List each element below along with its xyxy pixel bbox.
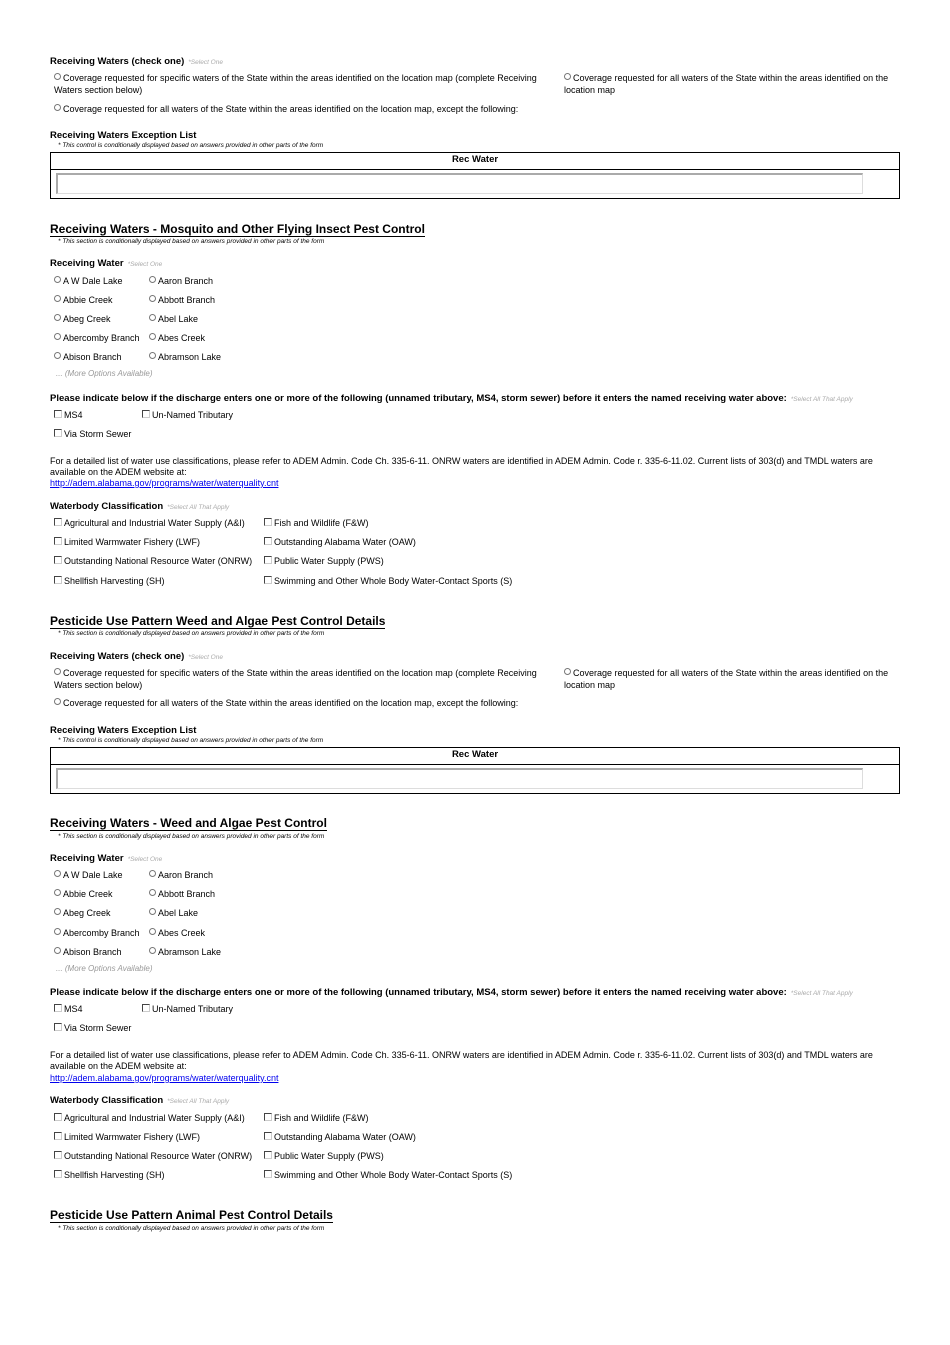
- rec-water-header: Rec Water: [51, 153, 899, 170]
- conditional-note: * This section is conditionally displayed based on answers provided in other parts of the form: [58, 238, 325, 245]
- coverage-option-specific[interactable]: Coverage requested for specific waters of the State within the areas identified on the location map (complete Receiving Waters section below): [54, 73, 537, 95]
- classification-option[interactable]: Outstanding Alabama Water (OAW): [264, 1131, 416, 1143]
- coverage-option-all[interactable]: Coverage requested for all waters of the State within the areas identified on the location map: [564, 73, 889, 95]
- radio-icon[interactable]: [54, 333, 61, 340]
- section-title-animal-details: Pesticide Use Pattern Animal Pest Control Details: [50, 1208, 333, 1222]
- radio-icon[interactable]: [54, 104, 61, 111]
- radio-icon[interactable]: [54, 276, 61, 283]
- receiving-water-question: Receiving Water *Select One: [50, 853, 163, 864]
- radio-icon[interactable]: [149, 870, 156, 877]
- checkbox-icon[interactable]: [142, 1004, 150, 1012]
- radio-icon[interactable]: [54, 314, 61, 321]
- discharge-question: Please indicate below if the discharge enters one or more of the following (unnamed tributary, MS4, storm sewer) before it enters the named receiving water above: *Select All That Apply: [50, 987, 853, 998]
- receiving-water-option[interactable]: Abel Lake: [149, 313, 198, 325]
- select-one-hint: *Select One: [188, 59, 223, 66]
- classification-option[interactable]: Fish and Wildlife (F&W): [264, 1112, 369, 1124]
- checkbox-icon[interactable]: [54, 576, 62, 584]
- coverage-question-2: Receiving Waters (check one) *Select One: [50, 651, 223, 662]
- checkbox-icon[interactable]: [54, 518, 62, 526]
- radio-icon[interactable]: [54, 870, 61, 877]
- classification-option[interactable]: Fish and Wildlife (F&W): [264, 517, 369, 529]
- conditional-note: * This section is conditionally displayed based on answers provided in other parts of the form: [58, 630, 325, 637]
- radio-icon[interactable]: [149, 314, 156, 321]
- rec-water-input[interactable]: [56, 173, 863, 194]
- radio-icon[interactable]: [149, 928, 156, 935]
- radio-icon[interactable]: [54, 947, 61, 954]
- classification-option[interactable]: Swimming and Other Whole Body Water-Contact Sports (S): [264, 575, 512, 587]
- checkbox-icon[interactable]: [264, 1132, 272, 1140]
- classification-option[interactable]: Outstanding Alabama Water (OAW): [264, 536, 416, 548]
- coverage-question-1: [50, 56, 223, 67]
- radio-icon[interactable]: [54, 73, 61, 80]
- classification-option[interactable]: Shellfish Harvesting (SH): [54, 575, 165, 587]
- radio-icon[interactable]: [564, 73, 571, 80]
- receiving-water-option[interactable]: Abeg Creek: [54, 313, 111, 325]
- radio-icon[interactable]: [54, 698, 61, 705]
- classification-option[interactable]: Limited Warmwater Fishery (LWF): [54, 536, 200, 548]
- checkbox-icon[interactable]: [54, 429, 62, 437]
- receiving-water-option[interactable]: A W Dale Lake: [54, 275, 123, 287]
- checkbox-icon[interactable]: [54, 1023, 62, 1031]
- exception-table: [50, 152, 900, 199]
- radio-icon[interactable]: [149, 947, 156, 954]
- checkbox-icon[interactable]: [264, 518, 272, 526]
- radio-icon[interactable]: [564, 668, 571, 675]
- info-paragraph: For a detailed list of water use classifications, please refer to ADEM Admin. Code Ch. 335-6-11. ONRW waters are identified in ADEM Admin. Code r. 335-6-11.02. Current lists of 303(d) and TMDL waters are available on the ADEM website at:: [50, 1050, 873, 1071]
- checkbox-icon[interactable]: [54, 1170, 62, 1178]
- receiving-water-option[interactable]: Abison Branch: [54, 946, 122, 958]
- receiving-water-option[interactable]: A W Dale Lake: [54, 869, 123, 881]
- discharge-option-ms4[interactable]: MS4: [54, 1003, 83, 1015]
- radio-icon[interactable]: [54, 889, 61, 896]
- classification-option[interactable]: Public Water Supply (PWS): [264, 1150, 384, 1162]
- receiving-water-option[interactable]: Abel Lake: [149, 907, 198, 919]
- receiving-water-option[interactable]: Abramson Lake: [149, 946, 221, 958]
- adem-link[interactable]: http://adem.alabama.gov/programs/water/waterquality.cnt: [50, 1073, 279, 1083]
- classification-option[interactable]: Agricultural and Industrial Water Supply (A&I): [54, 517, 245, 529]
- receiving-water-option[interactable]: Abramson Lake: [149, 351, 221, 363]
- conditional-note: * This control is conditionally displayed based on answers provided in other parts of the form: [58, 142, 324, 149]
- classification-question: Waterbody Classification *Select All That Apply: [50, 1095, 230, 1106]
- coverage-label: Receiving Waters (check one): [50, 56, 185, 67]
- receiving-water-option[interactable]: Aaron Branch: [149, 275, 213, 287]
- checkbox-icon[interactable]: [54, 1132, 62, 1140]
- radio-icon[interactable]: [54, 295, 61, 302]
- radio-icon[interactable]: [149, 295, 156, 302]
- receiving-water-option[interactable]: Abbott Branch: [149, 294, 215, 306]
- checkbox-icon[interactable]: [54, 410, 62, 418]
- classification-option[interactable]: Agricultural and Industrial Water Supply (A&I): [54, 1112, 245, 1124]
- receiving-water-option[interactable]: Abbie Creek: [54, 294, 113, 306]
- radio-icon[interactable]: [149, 333, 156, 340]
- receiving-water-option[interactable]: Abes Creek: [149, 927, 205, 939]
- exception-list-label: Receiving Waters Exception List: [50, 725, 197, 736]
- discharge-option-storm-sewer[interactable]: Via Storm Sewer: [54, 1022, 131, 1034]
- classification-question: Waterbody Classification *Select All That Apply: [50, 501, 230, 512]
- section-title-weed: Receiving Waters - Weed and Algae Pest Control: [50, 816, 327, 830]
- more-options-link[interactable]: ... (More Options Available): [56, 964, 153, 973]
- classification-option[interactable]: Outstanding National Resource Water (ONRW): [54, 555, 252, 567]
- section-title-weed-details: Pesticide Use Pattern Weed and Algae Pest Control Details: [50, 614, 386, 628]
- classification-option[interactable]: Swimming and Other Whole Body Water-Contact Sports (S): [264, 1169, 512, 1181]
- radio-icon[interactable]: [149, 276, 156, 283]
- receiving-water-option[interactable]: Aaron Branch: [149, 869, 213, 881]
- info-paragraph: For a detailed list of water use classifications, please refer to ADEM Admin. Code Ch. 335-6-11. ONRW waters are identified in ADEM Admin. Code r. 335-6-11.02. Current lists of 303(d) and TMDL waters are available on the ADEM website at:: [50, 456, 873, 477]
- receiving-water-question: Receiving Water *Select One: [50, 258, 163, 269]
- coverage-option-except[interactable]: Coverage requested for all waters of the State within the areas identified on the location map, except the following:: [54, 697, 814, 709]
- receiving-water-option[interactable]: Abbie Creek: [54, 888, 113, 900]
- checkbox-icon[interactable]: [264, 576, 272, 584]
- receiving-water-option[interactable]: Abison Branch: [54, 351, 122, 363]
- radio-icon[interactable]: [54, 928, 61, 935]
- rec-water-header: Rec Water: [51, 748, 899, 765]
- radio-icon[interactable]: [149, 889, 156, 896]
- checkbox-icon[interactable]: [142, 410, 150, 418]
- radio-icon[interactable]: [149, 908, 156, 915]
- checkbox-icon[interactable]: [264, 1113, 272, 1121]
- receiving-water-option[interactable]: Abes Creek: [149, 332, 205, 344]
- receiving-water-option[interactable]: Abercomby Branch: [54, 927, 140, 939]
- receiving-water-option[interactable]: Abbott Branch: [149, 888, 215, 900]
- checkbox-icon[interactable]: [264, 556, 272, 564]
- discharge-option-storm-sewer[interactable]: Via Storm Sewer: [54, 428, 131, 440]
- conditional-note: * This section is conditionally displayed based on answers provided in other parts of the form: [58, 1225, 325, 1232]
- discharge-option-tributary[interactable]: Un-Named Tributary: [142, 409, 233, 421]
- more-options-link[interactable]: ... (More Options Available): [56, 369, 153, 378]
- checkbox-icon[interactable]: [264, 1151, 272, 1159]
- discharge-option-tributary[interactable]: Un-Named Tributary: [142, 1003, 233, 1015]
- exception-table: [50, 747, 900, 794]
- radio-icon[interactable]: [54, 908, 61, 915]
- adem-link[interactable]: http://adem.alabama.gov/programs/water/waterquality.cnt: [50, 478, 279, 488]
- coverage-option-except[interactable]: Coverage requested for all waters of the State within the areas identified on the location map, except the following:: [54, 103, 814, 115]
- exception-list-label: Receiving Waters Exception List: [50, 130, 197, 141]
- checkbox-icon[interactable]: [54, 556, 62, 564]
- checkbox-icon[interactable]: [54, 537, 62, 545]
- checkbox-icon[interactable]: [54, 1113, 62, 1121]
- checkbox-icon[interactable]: [54, 1004, 62, 1012]
- checkbox-icon[interactable]: [264, 1170, 272, 1178]
- coverage-option-all[interactable]: Coverage requested for all waters of the State within the areas identified on the location map: [564, 668, 889, 690]
- rec-water-input[interactable]: [56, 768, 863, 789]
- conditional-note: * This control is conditionally displayed based on answers provided in other parts of the form: [58, 737, 324, 744]
- discharge-question: Please indicate below if the discharge enters one or more of the following (unnamed tributary, MS4, storm sewer) before it enters the named receiving water above: *Select All That Apply: [50, 393, 853, 404]
- classification-option[interactable]: Shellfish Harvesting (SH): [54, 1169, 165, 1181]
- receiving-water-option[interactable]: Abercomby Branch: [54, 332, 140, 344]
- receiving-water-option[interactable]: Abeg Creek: [54, 907, 111, 919]
- classification-option[interactable]: Limited Warmwater Fishery (LWF): [54, 1131, 200, 1143]
- radio-icon[interactable]: [54, 668, 61, 675]
- radio-icon[interactable]: [54, 352, 61, 359]
- discharge-option-ms4[interactable]: MS4: [54, 409, 83, 421]
- classification-option[interactable]: Public Water Supply (PWS): [264, 555, 384, 567]
- radio-icon[interactable]: [149, 352, 156, 359]
- classification-option[interactable]: Outstanding National Resource Water (ONRW): [54, 1150, 252, 1162]
- coverage-option-specific[interactable]: Coverage requested for specific waters of the State within the areas identified on the location map (complete Receiving Waters section below): [54, 668, 537, 690]
- checkbox-icon[interactable]: [54, 1151, 62, 1159]
- conditional-note: * This section is conditionally displayed based on answers provided in other parts of the form: [58, 833, 325, 840]
- section-title-mosquito: Receiving Waters - Mosquito and Other Flying Insect Pest Control: [50, 222, 425, 236]
- checkbox-icon[interactable]: [264, 537, 272, 545]
